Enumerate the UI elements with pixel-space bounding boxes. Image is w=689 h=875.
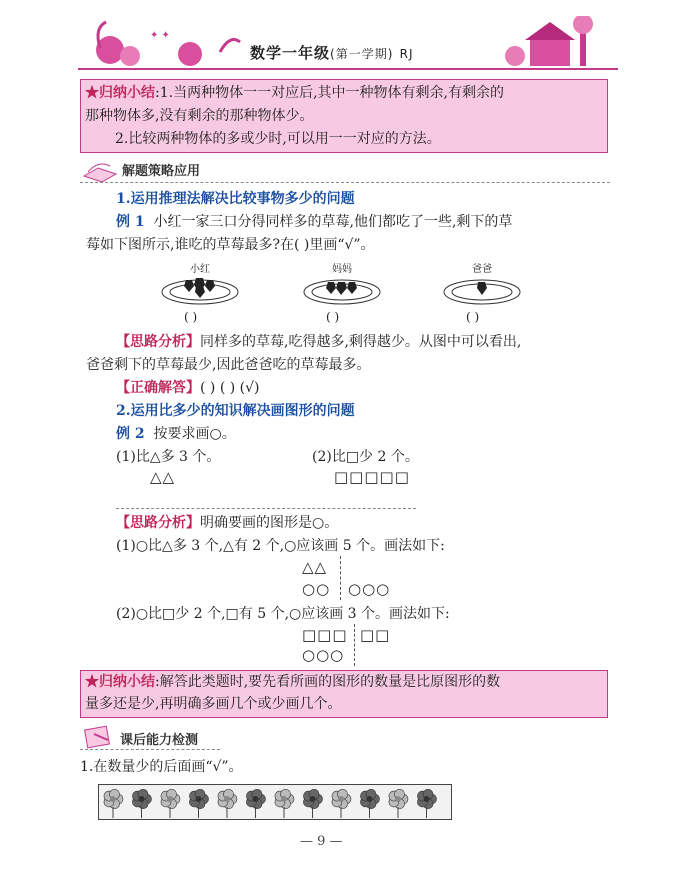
header-rule: [78, 68, 618, 70]
divider: [116, 508, 416, 509]
topic-2: 2.运用比多少的知识解决画图形的问题: [116, 403, 355, 419]
summary-1-line-1: ★归纳小结:1.当两种物体一一对应后,其中一种物体有剩余,有剩余的: [85, 85, 504, 101]
analysis-1-line-1: 【思路分析】同样多的草莓,吃得越多,剩得越少。从图中可以看出,: [116, 334, 522, 350]
step-2-circles: ○○○: [302, 646, 345, 664]
page-header-title: 数学一年级(第一学期) RJ: [250, 44, 414, 62]
summary-1-line-3: 2.比较两种物体的多或少时,可以用一一对应的方法。: [115, 131, 441, 147]
flower-icon: [303, 789, 322, 818]
flowers-illustration: [99, 785, 451, 819]
section-test-title: 课后能力检测: [120, 733, 199, 748]
summary-box-2: [80, 670, 608, 718]
step-1-triangles: △△: [302, 558, 328, 576]
flower-icon: [332, 789, 351, 818]
step-1-circles-matched: ○○: [302, 580, 331, 598]
summary-box-1: [80, 79, 608, 153]
divider: [80, 749, 220, 750]
strawberries-mama: [326, 282, 357, 295]
analysis-2-step-2: (2)○比□少 2 个,□有 5 个,○应该画 3 个。画法如下:: [116, 606, 450, 622]
summary-2-line-1: ★归纳小结:解答此类题时,要先看所画的图形的数量是比原图形的数: [85, 674, 501, 690]
flower-icon: [132, 789, 151, 818]
flower-icon: [246, 789, 265, 818]
answer-paren-mama: ( ): [326, 310, 340, 324]
step-2-squares-matched: □□□: [302, 626, 348, 644]
summary-2-line-2: 量多还是少,再明确多画几个或少画几个。: [85, 696, 342, 712]
analysis-2-step-1: (1)○比△多 3 个,△有 2 个,○应该画 5 个。画法如下:: [116, 538, 445, 554]
flower-icon: [389, 789, 408, 818]
divider: [80, 182, 610, 183]
example-2-q1: (1)比△多 3 个。: [116, 449, 221, 465]
plate-label-baba: 爸爸: [472, 264, 492, 275]
header-decoration-right: [500, 16, 610, 68]
page-number: — 9 —: [300, 834, 343, 849]
analysis-2-intro: 【思路分析】明确要画的图形是○。: [116, 515, 339, 531]
flower-icon: [417, 789, 436, 818]
example-2-squares: □□□□□: [334, 468, 410, 486]
step-2-divider: [354, 624, 355, 666]
svg-text:✦ ✦: ✦ ✦: [150, 30, 170, 41]
example-2-q2: (2)比□少 2 个。: [312, 449, 419, 465]
answer-1: 【正确解答】( ) ( ) (√): [116, 380, 260, 396]
topic-1: 1.运用推理法解决比较事物多少的问题: [116, 191, 355, 207]
plate-label-mama: 妈妈: [332, 264, 352, 275]
flower-icon: [275, 789, 294, 818]
plates-illustration: [160, 272, 540, 308]
book-icon: [80, 156, 120, 182]
step-1-divider: [340, 556, 341, 600]
summary-1-line-2: 那种物体多,没有剩余的那种物体少。: [85, 108, 314, 124]
flower-icon: [189, 789, 208, 818]
header-decoration-left: [80, 18, 250, 68]
step-1-circles-extra: ○○○: [348, 580, 391, 598]
flower-icon: [360, 789, 379, 818]
step-2-squares-extra: □□: [360, 626, 391, 644]
flowers-strip: [98, 784, 452, 820]
question-1: 1.在数量少的后面画“√”。: [80, 759, 243, 775]
answer-paren-baba: ( ): [466, 310, 480, 324]
flower-icon: [161, 789, 180, 818]
answer-paren-xiaohong: ( ): [184, 310, 198, 324]
example-1-line-1: 例 1 小红一家三口分得同样多的草莓,他们都吃了一些,剩下的草: [116, 214, 513, 230]
example-2-triangles: △△: [150, 468, 176, 486]
plate-label-xiaohong: 小红: [190, 264, 210, 275]
analysis-1-line-2: 爸爸剩下的草莓最少,因此爸爸吃的草莓最多。: [86, 357, 371, 373]
flower-icon: [218, 789, 237, 818]
flower-icon: [104, 789, 123, 818]
section-strategy-title: 解题策略应用: [122, 164, 201, 179]
example-1-line-2: 莓如下图所示,谁吃的草莓最多?在( )里画“√”。: [86, 237, 375, 253]
example-2-prompt: 例 2 按要求画○。: [116, 426, 236, 442]
pencil-note-icon: [80, 724, 120, 750]
